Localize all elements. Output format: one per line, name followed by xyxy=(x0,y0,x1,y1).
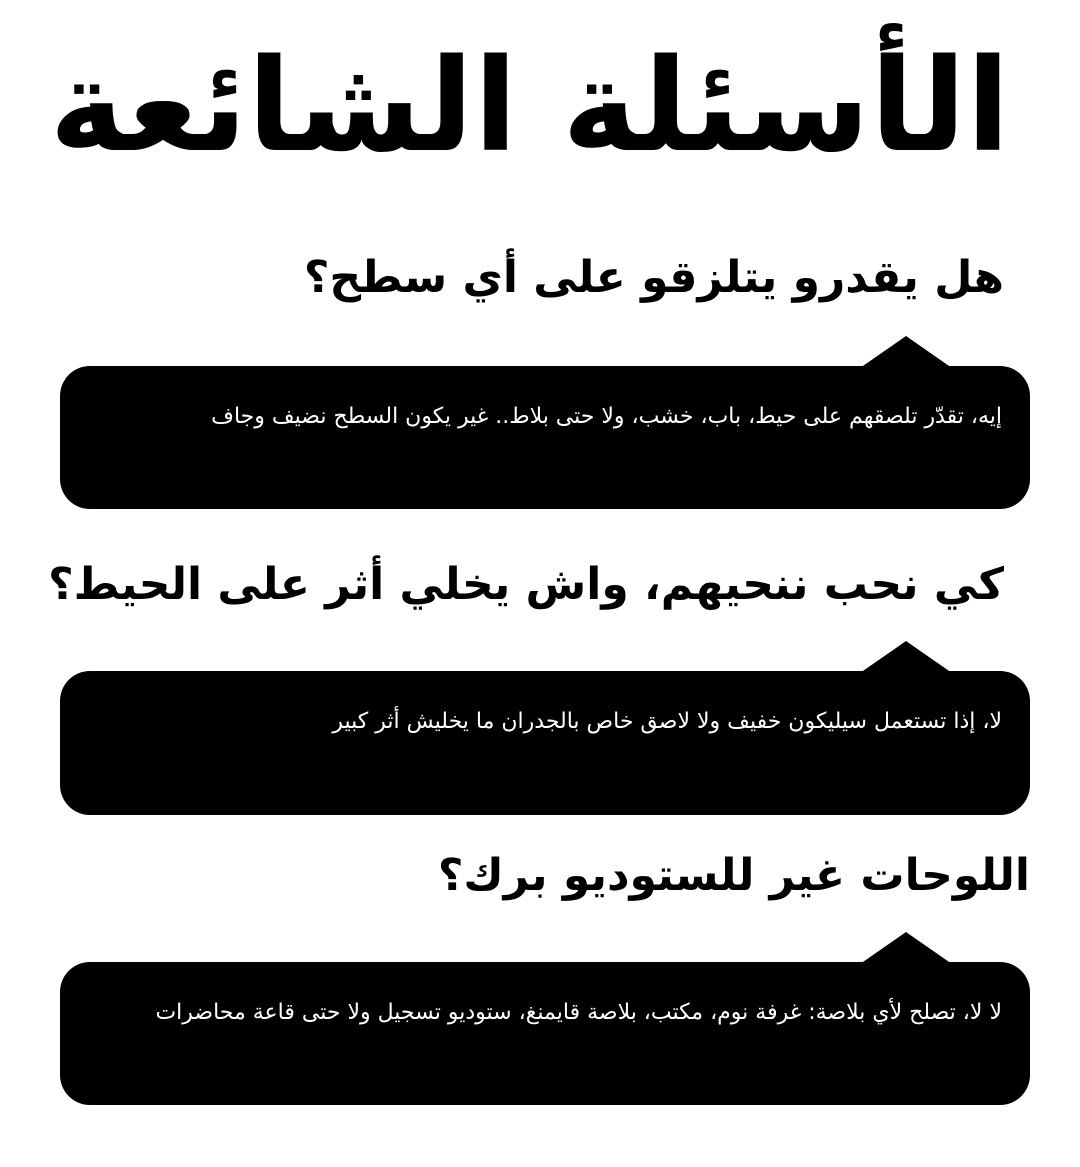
faq-answer-1: إيه، تقدّر تلصقهم على حيط، باب، خشب، ولا حتى بلاط.. غير يكون السطح نضيف وجاف xyxy=(211,404,1002,429)
speech-tail-icon xyxy=(860,932,952,964)
speech-tail-icon xyxy=(860,336,952,368)
faq-answer-bubble-3 xyxy=(60,962,1030,1105)
faq-question-2: كي نحب ننحيهم، واش يخلي أثر على الحيط؟ xyxy=(48,559,1004,610)
faq-answer-3: لا لا، تصلح لأي بلاصة: غرفة نوم، مكتب، بلاصة قايمنغ، ستوديو تسجيل ولا حتى قاعة محاضرات xyxy=(155,1000,1002,1025)
faq-answer-2: لا، إذا تستعمل سيليكون خفيف ولا لاصق خاص بالجدران ما يخليش أثر كبير xyxy=(332,709,1002,734)
page-title: الأسئلة الشائعة xyxy=(49,32,1010,181)
faq-answer-bubble-2 xyxy=(60,671,1030,815)
faq-question-1: هل يقدرو يتلزقو على أي سطح؟ xyxy=(303,252,1004,303)
faq-answer-bubble-1 xyxy=(60,366,1030,509)
faq-question-3: اللوحات غير للستوديو برك؟ xyxy=(437,850,1030,901)
speech-tail-icon xyxy=(860,641,952,673)
